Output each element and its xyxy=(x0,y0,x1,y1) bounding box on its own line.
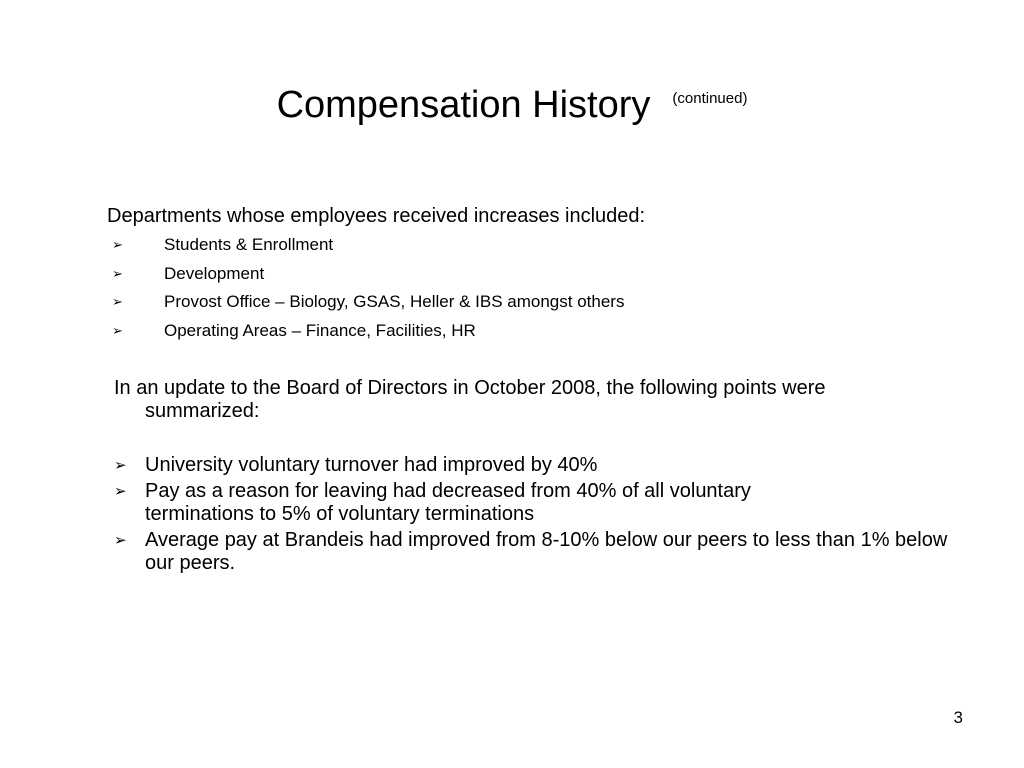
arrow-bullet-icon: ➢ xyxy=(114,532,127,549)
departments-intro: Departments whose employees received increases included: xyxy=(107,205,646,227)
arrow-bullet-icon: ➢ xyxy=(112,294,123,310)
list-item xyxy=(114,454,974,477)
department-label: Operating Areas – Finance, Facilities, HR xyxy=(164,321,476,341)
arrow-bullet-icon: ➢ xyxy=(114,483,127,500)
page-number: 3 xyxy=(953,708,963,727)
board-update-paragraph xyxy=(114,377,964,423)
arrow-bullet-icon: ➢ xyxy=(112,237,123,252)
arrow-bullet-icon: ➢ xyxy=(112,265,123,281)
slide-title xyxy=(0,82,1024,128)
department-label: Provost Office – Biology, GSAS, Heller & IBS amongst others xyxy=(164,292,625,312)
list-item xyxy=(114,529,974,575)
board-update-line-2: summarized: xyxy=(145,400,260,422)
title-note: (continued) xyxy=(672,90,748,107)
department-label: Development xyxy=(164,263,265,283)
arrow-bullet-icon: ➢ xyxy=(114,457,127,474)
board-update-line-1: In an update to the Board of Directors in October 2008, the following points were xyxy=(114,377,826,399)
summary-point: Pay as a reason for leaving had decreased from 40% of all voluntary terminations to 5% of voluntary terminations xyxy=(145,480,751,525)
summary-points-list xyxy=(114,454,974,578)
arrow-bullet-icon: ➢ xyxy=(112,323,123,339)
title-text: Compensation History xyxy=(276,84,651,126)
list-item xyxy=(114,480,974,526)
summary-point: University voluntary turnover had improved by 40% xyxy=(145,454,598,476)
department-label: Students & Enrollment xyxy=(164,235,334,254)
summary-point: Average pay at Brandeis had improved from 8-10% below our peers to less than 1% below our peers. xyxy=(145,529,948,574)
